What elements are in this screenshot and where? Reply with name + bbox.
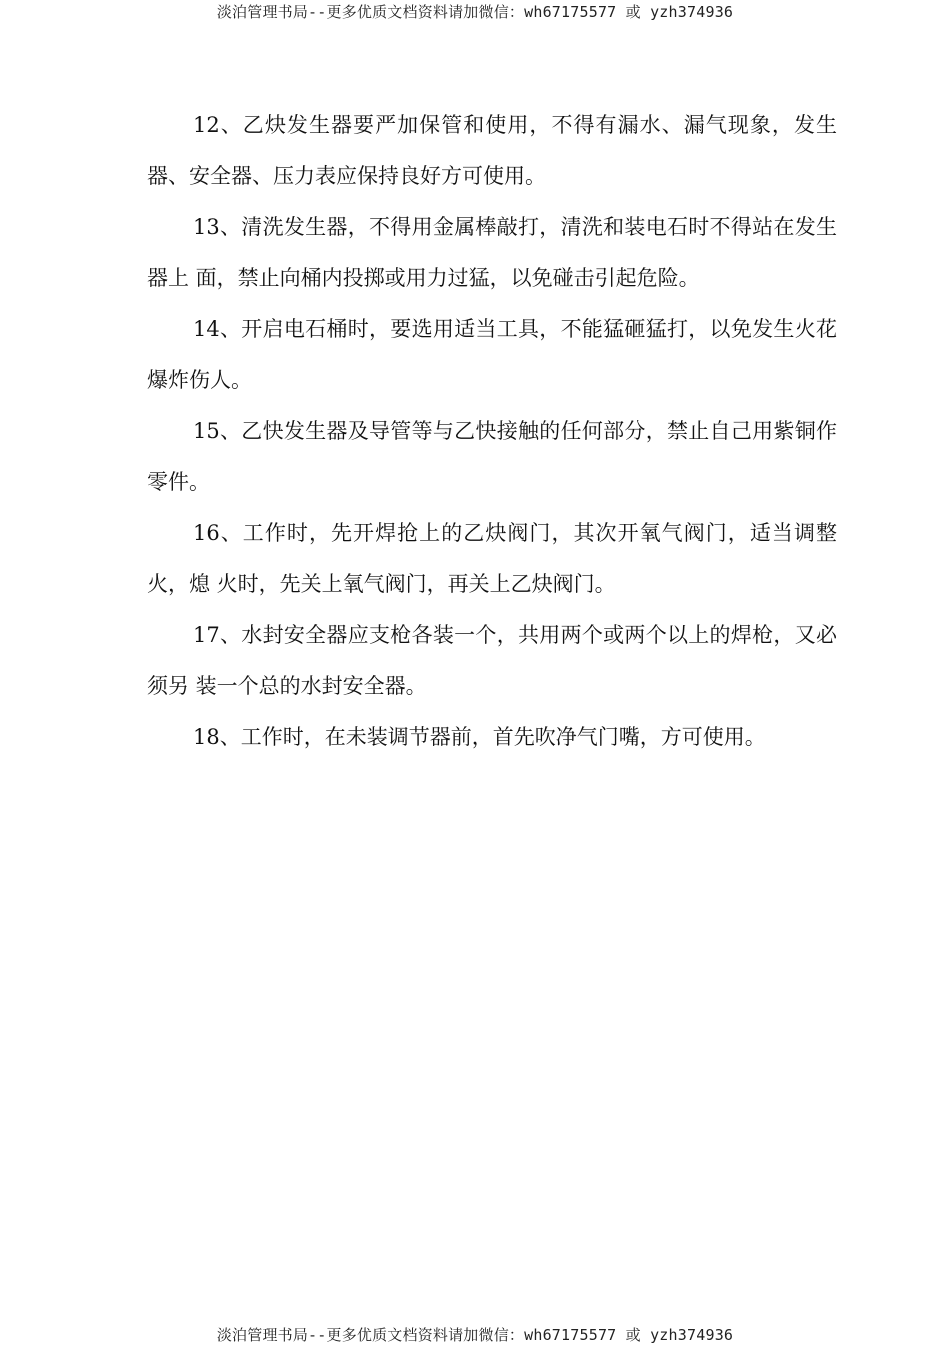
page-header: 淡泊管理书局--更多优质文档资料请加微信：wh67175577 或 yzh374936 bbox=[216, 3, 734, 21]
page-footer: 淡泊管理书局--更多优质文档资料请加微信：wh67175577 或 yzh374936 bbox=[216, 1326, 734, 1344]
rule-paragraph-18: 18、工作时，在未装调节器前，首先吹净气门嘴，方可使用。 bbox=[193, 725, 766, 749]
rule-paragraph-17: 17、水封安全器应支枪各装一个，共用两个或两个以上的焊枪，又必须另 装一个总的水封安全器。 bbox=[147, 623, 837, 698]
rule-paragraph-12: 12、乙炔发生器要严加保管和使用，不得有漏水、漏气现象，发生器、安全器、压力表应保持良好方可使用。 bbox=[147, 113, 837, 188]
rule-paragraph-16: 16、工作时，先开焊抢上的乙炔阀门，其次开氧气阀门，适当调整火，熄 火时，先关上氧气阀门，再关上乙炔阀门。 bbox=[147, 521, 837, 596]
document-body bbox=[147, 100, 837, 763]
rule-paragraph-14: 14、开启电石桶时，要选用适当工具，不能猛砸猛打，以免发生火花爆炸伤人。 bbox=[147, 317, 837, 392]
rule-paragraph-13: 13、清洗发生器，不得用金属棒敲打，清洗和装电石时不得站在发生器上 面，禁止向桶内投掷或用力过猛，以免碰击引起危险。 bbox=[147, 215, 837, 290]
rule-paragraph-15: 15、乙快发生器及导管等与乙快接触的任何部分，禁止自己用紫铜作零件。 bbox=[147, 419, 837, 494]
